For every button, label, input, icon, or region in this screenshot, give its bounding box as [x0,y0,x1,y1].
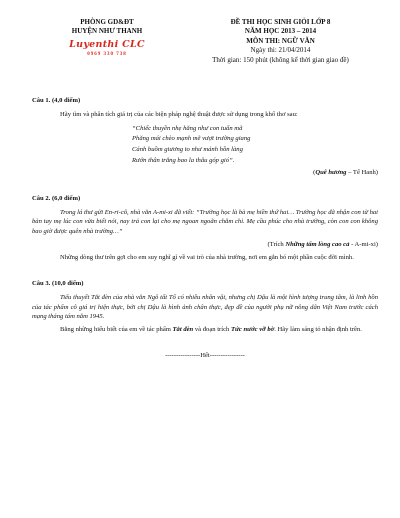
q3-excerpt-title: Tức nước vỡ bờ [230,326,275,334]
q2-source-title: Những tấm lòng cao cả [285,241,350,249]
school-year: NĂM HỌC 2013 – 2014 [244,27,317,36]
q2-prompt: Những dòng thư trên gợi cho em suy nghĩ gì về vai trò của nhà trường, nơi em gắn bó một phần cuộc đời mình. [60,254,354,262]
exam-info-block [178,18,383,65]
poem-line: “Chiếc thuyền nhẹ hăng như con tuấn mã [132,124,243,132]
end-marker: ----------------Hết---------------- [165,351,245,359]
q2-source [32,240,378,249]
watermark-logo: Luyenthi CLC [69,38,145,50]
q1-source-title: Quê hương [315,169,347,177]
q3-prompt-a: Bằng những hiểu biết của em về tác phẩm [60,326,173,334]
q2-source-suffix: - A-mi-xi) [349,241,378,249]
q1-prompt: Hãy tìm và phân tích giá trị của các biện pháp nghệ thuật được sử dụng trong khổ thơ sau: [60,111,298,119]
exam-date: Ngày thi: 21/04/2014 [250,46,311,55]
issuer-department: PHÒNG GD&ĐT [80,18,134,26]
q3-prompt-e: . Hãy làm sáng tỏ nhận định trên. [274,326,362,334]
q3-intro: Tiểu thuyết Tắt đèn của nhà văn Ngô tất Tố có nhiều nhân vật, nhưng chị Dậu là một hình tượng trung tâm, là linh hồn của tác phẩm cô giá trị hiện thực, bởi chị Dậu là hình ảnh chân thực, đẹp đề của người phụ nữ nông dân Việt Nam trước cách mạng tháng tám năm 1945. [32,294,378,320]
exam-body [32,96,378,360]
exam-subject: MÔN THI: NGỮ VĂN [246,36,315,45]
q2-source-prefix: (Trích [267,241,286,249]
watermark-phone: 0969 330 738 [87,51,127,57]
q1-source-author: – Tế Hanh) [346,169,378,177]
q1-poem [132,124,378,166]
q2-title: Câu 2. (6,0 điểm) [32,194,81,202]
issuer-block [52,18,162,58]
q1-title: Câu 1. (4,0 điểm) [32,97,81,104]
poem-line: Cánh buồm giương to như mảnh hồn làng [132,146,243,154]
poem-line: Phăng mái chèo mạnh mẽ vượt trường giang [132,135,251,143]
issuer-district: HUYỆN NHƯ THANH [71,27,143,36]
q2-quote: Trong lá thư gửi En-ri-cô, nhà văn A-mi-xi đã viết: “Trường học là bà mẹ hiền thứ hai… Trường học đã nhận con từ hai bàn tay mẹ lúc con vừa biết nói, nay trả con lại cho mẹ ngoan ngoãn chăm chỉ. Mẹ cầu phúc cho nhà trường, còn con con không bao giờ được quên nhà trường…” [32,209,378,235]
q3-prompt-c: và đoạn trích [193,326,231,334]
q3-prompt [32,325,378,334]
q1-source: (Quê hương – Tế Hanh) [313,169,378,177]
exam-duration: Thời gian: 150 phút (không kể thời gian giao đề) [212,55,349,64]
poem-line: Rướn thân trắng bao la thâu góp gió”. [132,156,235,164]
exam-title: ĐỀ THI HỌC SINH GIỎI LỚP 8 [230,18,331,26]
q3-title: Câu 3. (10,0 điểm) [32,279,84,287]
q3-work-title: Tắt đèn [172,326,194,334]
